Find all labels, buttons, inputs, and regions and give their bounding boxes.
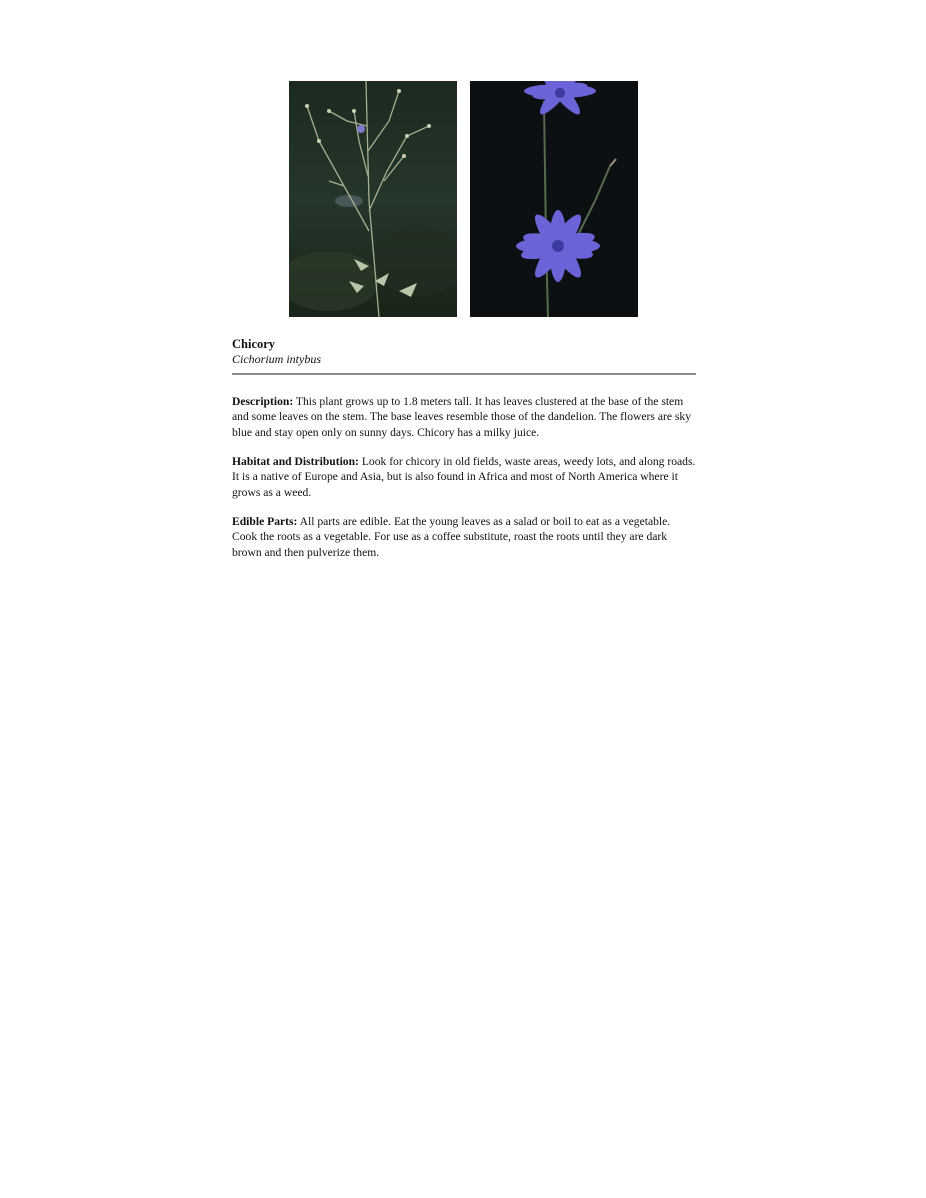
chicory-plant-photo: [289, 81, 457, 317]
edible-parts-text: All parts are edible. Eat the young leaves as a salad or boil to eat as a vegetable. Cook the roots as a vegetable. For use as a coffee substitute, roast the roots until they are dark brown and then pulverize them.: [232, 515, 671, 559]
description-paragraph: [232, 394, 698, 440]
edible-parts-paragraph: [232, 514, 698, 560]
plant-title: [232, 337, 321, 366]
section-divider: [232, 373, 696, 375]
description-text: This plant grows up to 1.8 meters tall. It has leaves clustered at the base of the stem and some leaves on the stem. The base leaves resemble those of the dandelion. The flowers are sky blue and stay open only on sunny days. Chicory has a milky juice.: [232, 395, 691, 439]
scientific-name: Cichorium intybus: [232, 352, 321, 366]
chicory-flowers-photo: [470, 81, 638, 317]
habitat-text: Look for chicory in old fields, waste areas, weedy lots, and along roads. It is a native of Europe and Asia, but is also found in Africa and most of North America where it grows as a weed.: [232, 455, 696, 499]
edible-parts-label: Edible Parts:: [232, 515, 298, 528]
description-label: Description:: [232, 395, 294, 408]
chicory-blue-flowers-photo-icon: [470, 81, 638, 317]
habitat-label: Habitat and Distribution:: [232, 455, 359, 468]
chicory-plant-stems-photo-icon: [289, 81, 457, 317]
common-name: Chicory: [232, 337, 276, 351]
habitat-paragraph: [232, 454, 698, 500]
